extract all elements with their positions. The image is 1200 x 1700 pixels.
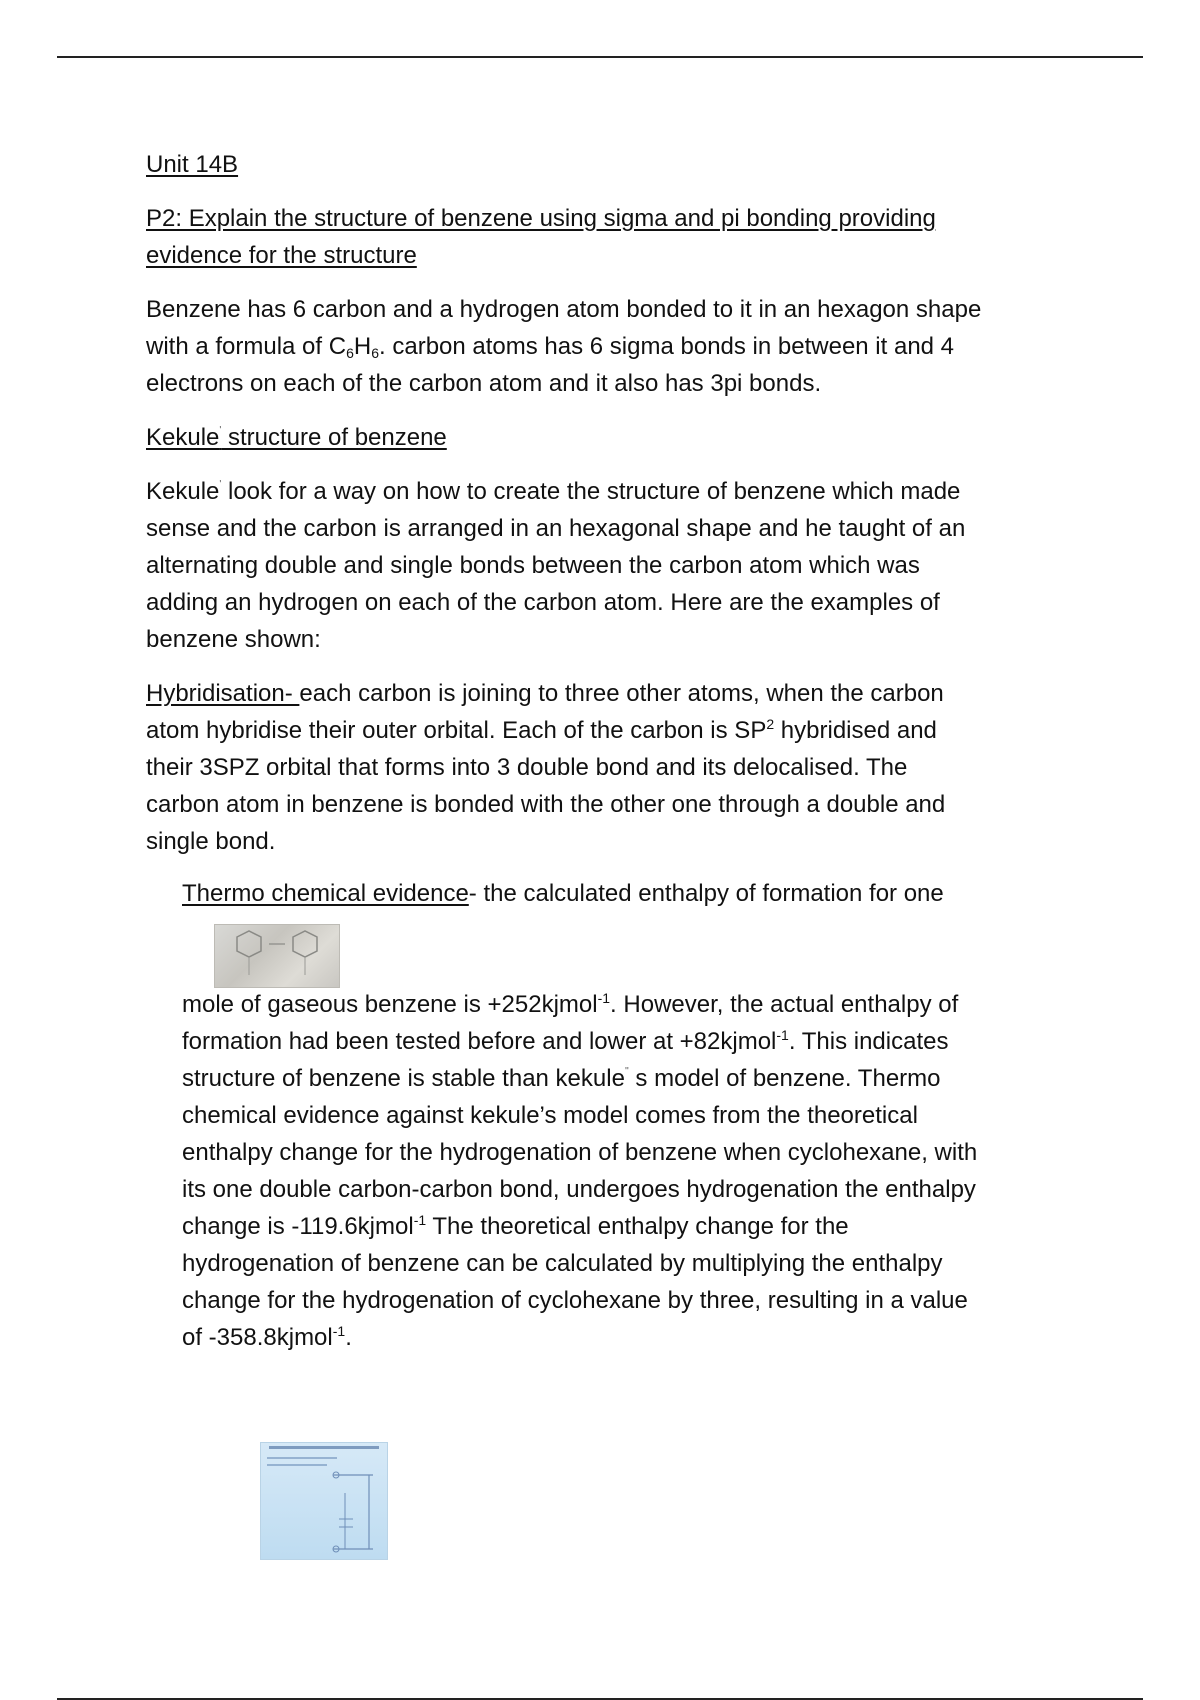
hybridisation-paragraph: Hybridisation- each carbon is joining to three other atoms, when the carbon atom hybridise their outer orbital. Each of the carbon is $SP^2$ hybridised and their 3SPZ orbital that forms into 3 double bond and its delocalised. The carbon atom in benzene is bonded with the other one through a double and single bond. [146, 680, 946, 855]
header-rule [57, 56, 1143, 58]
benzene-hexagon-icon [215, 925, 339, 987]
thermochemical-diagram-image [260, 1442, 388, 1560]
thermo-heading-line: Thermo chemical evidence- the calculated enthalpy of formation for one [182, 880, 944, 907]
kekule-paragraph: Kekule' look for a way on how to create the structure of benzene which made sense and the carbon is arranged in an hexagonal shape and he taught of an alternating double and single bonds between the carbon atom which was adding an hydrogen on each of the carbon atom. Here are the examples of benzene shown: [146, 478, 966, 653]
energy-level-diagram-icon [261, 1443, 387, 1559]
document-body [146, 146, 1046, 877]
question-heading: P2: Explain the structure of benzene using sigma and pi bonding providing evidence for the structure [146, 205, 936, 269]
thermo-paragraph: mole of gaseous benzene is +252kjmol$^{-1}$. However, the actual enthalpy of formation had been tested before and lower at +82kjmol$^{-1}$. This indicates structure of benzene is stable than kekule'' s model of benzene. Thermo chemical evidence against kekule’s model comes from the theoretical enthalpy change for the hydrogenation of benzene when cyclohexane, with its one double carbon-carbon bond, undergoes hydrogenation the enthalpy change is -119.6kjmol$^{-1}$ The theoretical enthalpy change for the hydrogenation of benzene can be calculated by multiplying the enthalpy change for the hydrogenation of cyclohexane by three, resulting in a value of -358.8kjmol$^{-1}$. [182, 990, 978, 1351]
benzene-structures-image [214, 924, 340, 988]
kekule-heading: Kekule' structure of benzene [146, 424, 447, 451]
intro-paragraph: Benzene has 6 carbon and a hydrogen atom bonded to it in an hexagon shape with a formula of $C_6H_6$. carbon atoms has 6 sigma bonds in between it and 4 electrons on each of the carbon atom and it also has 3pi bonds. [146, 296, 982, 397]
unit-title: Unit 14B [146, 151, 239, 178]
